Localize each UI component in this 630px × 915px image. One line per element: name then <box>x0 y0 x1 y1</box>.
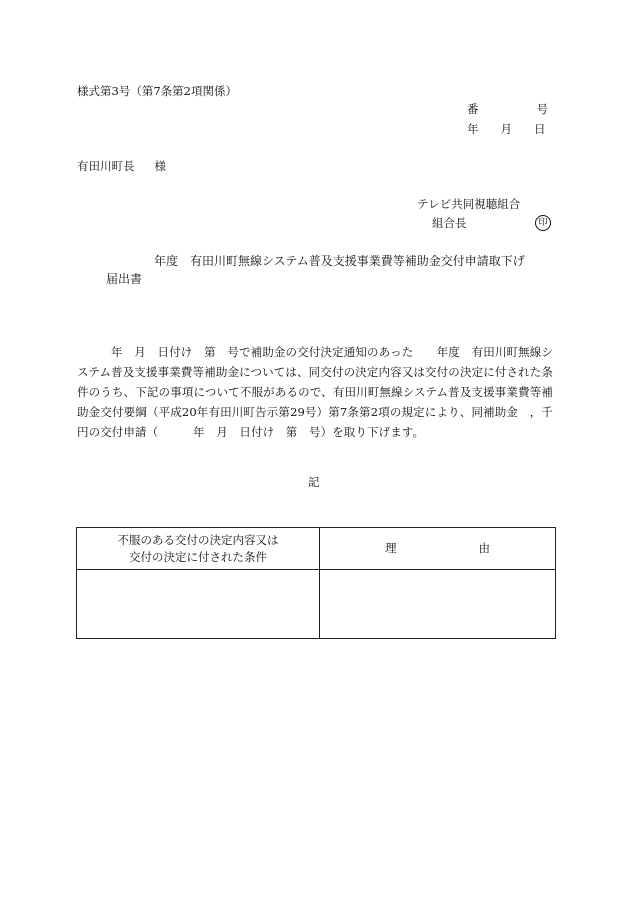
form-number: 様式第3号（第7条第2項関係） <box>77 84 237 98</box>
reason-table <box>76 527 556 639</box>
condition-header-line2: 交付の決定に付された条件 <box>129 549 267 564</box>
date-month: 月 <box>500 122 512 136</box>
date-day: 日 <box>534 122 546 136</box>
body-paragraph: 年 月 日付け 第 号で補助金の交付決定通知のあった 年度 有田川町無線システム普及支援事業費等補助金については、同交付の決定内容又は交付の決定に付された条件のうち、下記の事項について不服があるので、有田川町無線システム普及支援事業費等補助金交付要綱（平成20年有田川町告示第29号）第7条第2項の規定により、同補助金 ，千円の交付申請（ 年 月 日付け 第 号）を取り下げます。 <box>77 345 553 439</box>
document-title: 年度 有田川町無線システム普及支援事業費等補助金交付申請取下げ <box>154 254 525 268</box>
document-title-continued: 届出書 <box>106 272 143 286</box>
ki-heading: 記 <box>308 475 320 489</box>
seal-icon: 印 <box>535 215 551 231</box>
date-year: 年 <box>467 122 479 136</box>
reason-header-left: 理 <box>385 541 397 555</box>
applicant-organization: テレビ共同視聴組合 <box>417 197 521 211</box>
applicant-title: 組合長 <box>432 216 467 230</box>
reason-cell[interactable] <box>320 570 556 639</box>
ref-number-label: 番 <box>467 102 479 116</box>
addressee-name: 有田川町長 <box>77 159 135 173</box>
reason-header-right: 由 <box>478 541 490 555</box>
reference-number <box>467 104 548 116</box>
addressee <box>77 161 166 173</box>
addressee-honorific: 様 <box>154 159 166 173</box>
table-header-reason <box>320 528 556 570</box>
date-line <box>467 124 546 136</box>
table-header-condition <box>77 528 320 570</box>
condition-header-line1: 不服のある交付の決定内容又は <box>117 532 279 547</box>
condition-cell[interactable] <box>77 570 320 639</box>
ref-number-suffix: 号 <box>536 102 548 116</box>
